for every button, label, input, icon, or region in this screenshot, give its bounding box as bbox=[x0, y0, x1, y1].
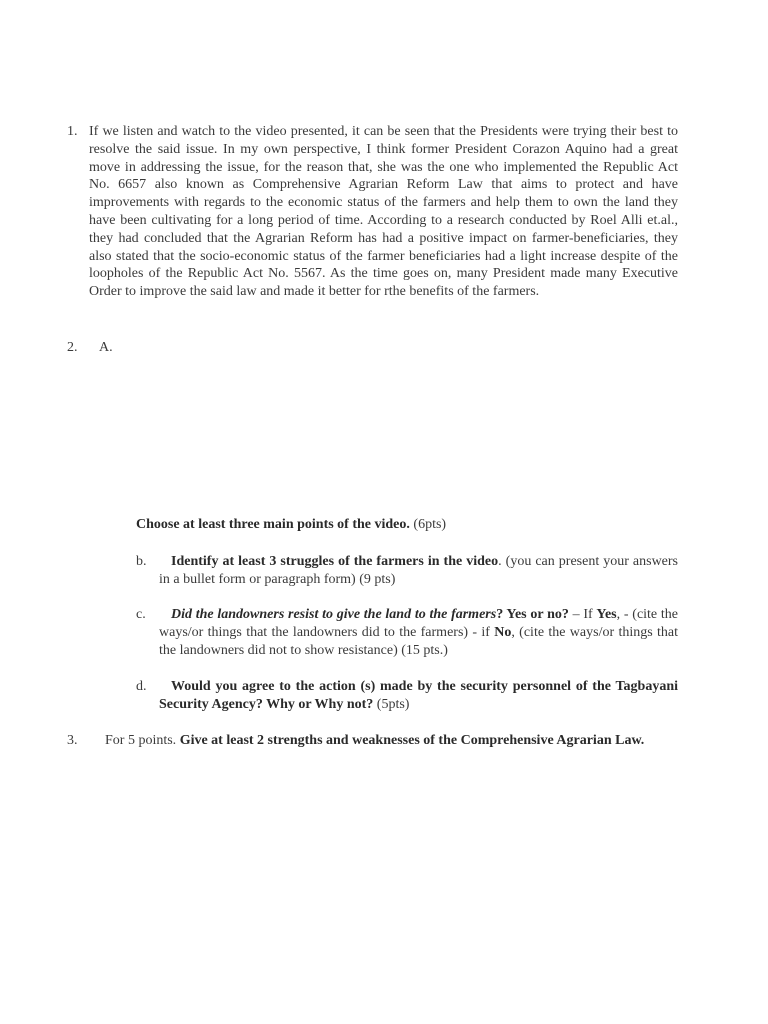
question-d-prompt: Would you agree to the action (s) made by the security personnel of the Tagbayani Security Agency? Why or Why not? bbox=[159, 679, 678, 713]
question-d bbox=[159, 678, 678, 714]
question-d-points: (5pts) bbox=[373, 697, 410, 713]
question-c-yes-no: ? Yes or no? bbox=[496, 607, 569, 622]
question-c-prompt: Did the landowners resist to give the land to the farmers bbox=[171, 607, 497, 622]
question-c-no-word: No bbox=[494, 625, 512, 641]
item-3-points-prefix: For 5 points. bbox=[105, 733, 180, 748]
question-c-no-instructions: , (cite the ways/or things that the landowners did not to show resistance) (15 pts.) bbox=[159, 625, 678, 659]
question-b-prompt: Identify at least 3 struggles of the farmers in the video bbox=[171, 554, 499, 569]
question-d-letter: d. bbox=[136, 679, 147, 694]
question-c-yes-word: Yes bbox=[596, 607, 617, 622]
question-a-points: (6pts) bbox=[409, 517, 447, 532]
item-2-subitem-a-label: A. bbox=[99, 340, 113, 355]
question-c-yes-instructions: , - (cite the ways/or things that the landowners did to the farmers) - if bbox=[159, 607, 678, 641]
item-2-number: 2. bbox=[67, 340, 78, 355]
item-3-prompt: Give at least 2 strengths and weaknesses of the Comprehensive Agrarian Law. bbox=[179, 733, 645, 748]
question-c-letter: c. bbox=[136, 607, 146, 622]
question-c bbox=[159, 606, 678, 661]
question-a bbox=[136, 516, 678, 534]
question-b bbox=[159, 553, 678, 589]
item-1-answer-text: If we listen and watch to the video presented, it can be seen that the Presidents were trying their best to resolve the said issue. In my own perspective, I think former President Corazon Aquino had a great move in addressing the issue, for the reason that, she was the one who implemented the Republic Act No. 6657 also known as Comprehensive Agrarian Reform Law that aims to protect and have improvements with regards to the economic status of the farmers and help them to own the land they have been cultivating for a long period of time. According to a research conducted by Roel Alli et.al., they had concluded that the Agrarian Reform has had a positive impact on farmer-beneficiaries, they also stated that the socio-economic status of the farmer beneficiaries had a light increase despite of the loopholes of the Republic Act No. 5567. As the time goes on, many President made many Executive Order to improve the said law and made it better for rthe benefits of the farmers. bbox=[89, 124, 678, 300]
question-b-letter: b. bbox=[136, 554, 147, 569]
item-3-question bbox=[91, 732, 678, 750]
question-b-instructions: . (you can present your answers in a bullet form or paragraph form) (9 pts) bbox=[159, 554, 679, 588]
item-1-answer-paragraph bbox=[89, 123, 678, 301]
item-3-number: 3. bbox=[67, 733, 78, 748]
question-a-prompt: Choose at least three main points of the video. bbox=[136, 517, 410, 532]
question-c-if-text: – If bbox=[568, 607, 597, 622]
item-1-number: 1. bbox=[67, 124, 78, 139]
